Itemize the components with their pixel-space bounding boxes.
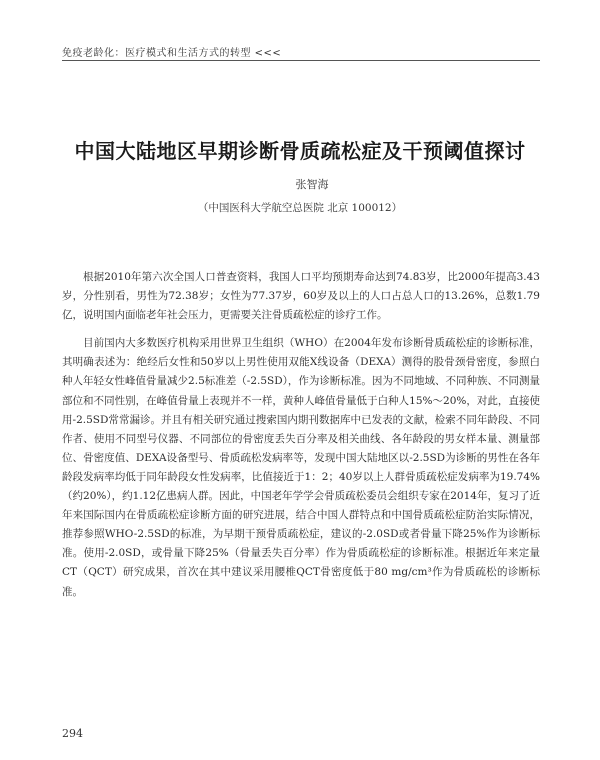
article-title: 中国大陆地区早期诊断骨质疏松症及干预阈值探讨	[74, 139, 526, 163]
body-paragraph: 根据2010年第六次全国人口普查资料，我国人口平均预期寿命达到74.83岁，比2000年提高3.43岁，分性别看，男性为72.38岁；女性为77.37岁，60岁及以上的人口占总人口的13.26%，总数1.79亿，说明国内面临老年社会压力，更需要关注骨质疏松症的诊疗工作。	[62, 271, 540, 322]
running-header: 免疫老龄化：医疗模式和生活方式的转型 <<<	[62, 48, 282, 59]
article-body	[62, 268, 540, 602]
author-affiliation: （中国医科大学航空总医院 北京 100012）	[197, 202, 403, 214]
author-name: 张智海	[295, 178, 329, 191]
header-divider	[62, 60, 540, 61]
body-paragraph: 目前国内大多数医疗机构采用世界卫生组织（WHO）在2004年发布诊断骨质疏松症的诊断标准，其明确表述为：绝经后女性和50岁以上男性使用双能X线设备（DEXA）测得的股骨颈骨密度，参照白种人年轻女性峰值骨量减少2.5标准差（-2.5SD），作为诊断标准。因为不同地域、不同种族、不同测量部位和不同性别，在峰值骨量上表现并不一样，黄种人峰值骨量低于白种人15%～20%，对此，直接使用-2.5SD常常漏诊。并且有相关研究通过搜索国内期刊数据库中已发表的文献，检索不同年龄段、不同作者、使用不同型号仪器、不同部位的骨密度丢失百分率及相关曲线、各年龄段的男女样本量、测量部位、骨密度值、DEXA设备型号、骨质疏松发病率等，发现中国大陆地区以-2.5SD为诊断的男性在各年龄段发病率均低于同年龄段女性发病率，比值接近于1：2；40岁以上人群骨质疏松症发病率为19.74%（约20%），约1.12亿患病人群。因此，中国老年学学会骨质疏松委员会组织专家在2014年，复习了近年来国际国内在骨质疏松症诊断方面的研究进展，结合中国人群特点和中国骨质疏松症防治实际情况，推荐参照WHO-2.5SD的标准，为早期干预骨质疏松症，建议的-2.0SD或者骨量下降25%作为诊断标准。使用-2.0SD，或骨量下降25%（骨量丢失百分率）作为骨质疏松症的诊断标准。根据近年来定量CT（QCT）研究成果，首次在其中建议采用腰椎QCT骨密度低于80 mg/cm³作为骨质疏松的诊断标准。	[62, 337, 540, 598]
page-number: 294	[62, 727, 83, 740]
